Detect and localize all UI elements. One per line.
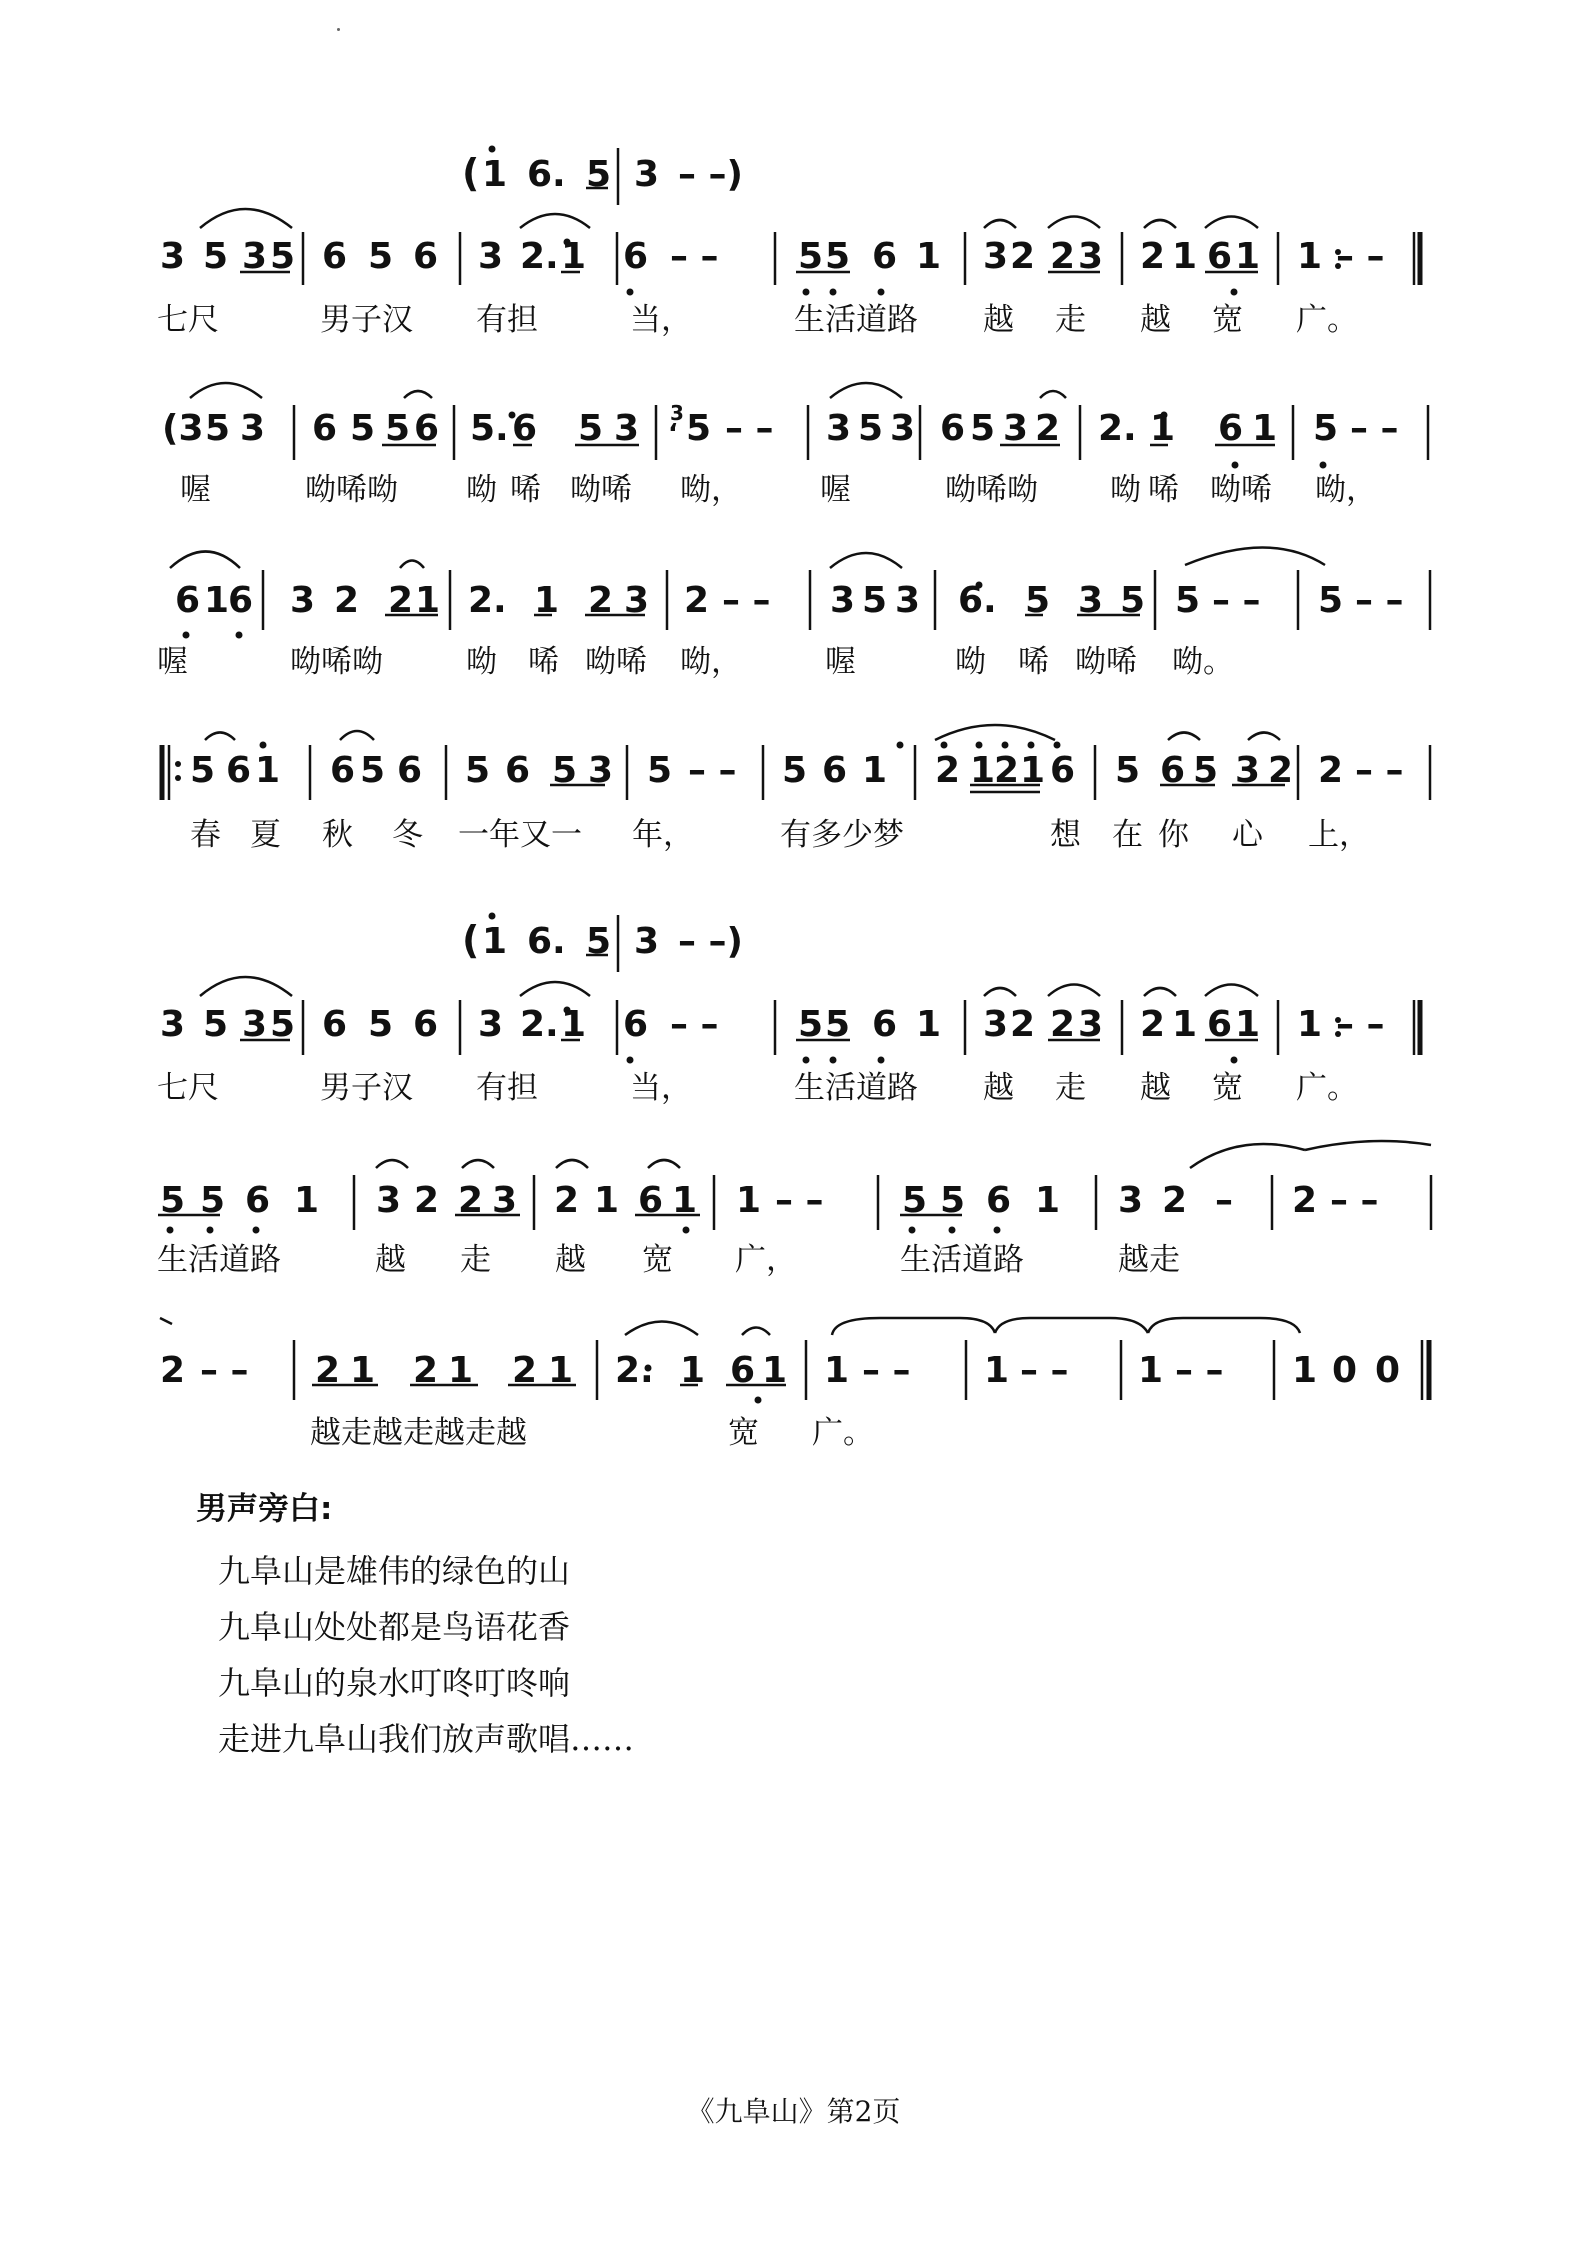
- svg-text:你: 你: [1158, 817, 1189, 853]
- svg-text:3: 3: [830, 580, 856, 621]
- svg-text:6: 6: [1218, 408, 1244, 449]
- svg-text:(: (: [462, 151, 480, 195]
- svg-text:2: 2: [388, 580, 414, 621]
- svg-text:当，: 当，: [630, 1070, 692, 1106]
- svg-text:– –: – –: [1330, 1180, 1379, 1221]
- svg-text:3: 3: [634, 921, 660, 962]
- svg-text:上，: 上，: [1308, 817, 1370, 853]
- svg-text:1: 1: [350, 1350, 376, 1391]
- svg-text:5: 5: [203, 236, 229, 277]
- svg-text:5: 5: [1025, 580, 1051, 621]
- svg-text:– –: – –: [862, 1350, 911, 1391]
- svg-text:唏: 唏: [1018, 644, 1049, 680]
- svg-text:想: 想: [1050, 817, 1081, 853]
- svg-text:2: 2: [1035, 408, 1061, 449]
- svg-text:1: 1: [548, 1350, 574, 1391]
- svg-text:2: 2: [1140, 1004, 1166, 1045]
- svg-text:男子汉: 男子汉: [320, 302, 413, 338]
- svg-text:2: 2: [1318, 750, 1344, 791]
- svg-text:1: 1: [1138, 1350, 1164, 1391]
- svg-text:1: 1: [672, 1180, 698, 1221]
- svg-text:呦唏呦: 呦唏呦: [290, 644, 383, 680]
- svg-text:越走: 越走: [1118, 1242, 1180, 1278]
- svg-text:5: 5: [360, 750, 386, 791]
- narration-line: 走进九阜山我们放声歌唱……: [218, 1720, 635, 1758]
- svg-text:5: 5: [647, 750, 673, 791]
- svg-text:2: 2: [588, 580, 614, 621]
- svg-text:心: 心: [1232, 817, 1263, 853]
- svg-text:5: 5: [385, 408, 411, 449]
- svg-text:6: 6: [414, 408, 440, 449]
- svg-text:2: 2: [1050, 1004, 1076, 1045]
- svg-text:0: 0: [1375, 1350, 1401, 1391]
- svg-text:2: 2: [1268, 750, 1294, 791]
- svg-text:1: 1: [482, 921, 508, 962]
- svg-text:越: 越: [1140, 302, 1171, 338]
- narration-title: 男声旁白:: [196, 1491, 333, 1527]
- svg-text:呦: 呦: [1110, 472, 1141, 508]
- svg-text:越: 越: [1140, 1070, 1171, 1106]
- svg-text:呦，: 呦，: [1315, 472, 1377, 508]
- svg-text:2: 2: [935, 750, 961, 791]
- svg-text:5: 5: [825, 1004, 851, 1045]
- svg-text:呦，: 呦，: [680, 644, 742, 680]
- svg-text:5: 5: [586, 154, 612, 195]
- svg-text:5: 5: [465, 750, 491, 791]
- svg-text:– –): – –): [678, 921, 743, 962]
- svg-text:5: 5: [270, 236, 296, 277]
- svg-text:3: 3: [240, 408, 266, 449]
- svg-text:5: 5: [1313, 408, 1339, 449]
- svg-text:6.: 6.: [527, 921, 566, 962]
- svg-text:6: 6: [245, 1180, 271, 1221]
- svg-text:呦。: 呦。: [1172, 644, 1234, 680]
- svg-text:男子汉: 男子汉: [320, 1070, 413, 1106]
- svg-text:生活道路: 生活道路: [794, 1070, 918, 1106]
- svg-text:6: 6: [872, 236, 898, 277]
- svg-text:6: 6: [322, 236, 348, 277]
- svg-text:在: 在: [1112, 817, 1143, 853]
- svg-text:2: 2: [458, 1180, 484, 1221]
- svg-text:(3: (3: [162, 408, 204, 449]
- svg-text:走: 走: [1055, 302, 1086, 338]
- svg-text:– –: – –: [1020, 1350, 1069, 1391]
- svg-text:1: 1: [1297, 1004, 1323, 1045]
- svg-text:– –: – –: [670, 1004, 719, 1045]
- svg-text:2: 2: [334, 580, 360, 621]
- svg-text:2: 2: [554, 1180, 580, 1221]
- svg-text:1: 1: [1150, 408, 1176, 449]
- svg-text:6: 6: [623, 1004, 649, 1045]
- svg-text:走: 走: [460, 1242, 491, 1278]
- svg-text:3: 3: [492, 1180, 518, 1221]
- svg-text:6: 6: [397, 750, 423, 791]
- svg-text:6: 6: [986, 1180, 1012, 1221]
- svg-text:2: 2: [315, 1350, 341, 1391]
- svg-text:6: 6: [228, 580, 254, 621]
- svg-text:5: 5: [270, 1004, 296, 1045]
- svg-text:5: 5: [798, 236, 824, 277]
- svg-text:呦: 呦: [955, 644, 986, 680]
- page-footer: 《九阜山》第2页: [686, 2095, 901, 2128]
- svg-text:– –: – –: [1355, 580, 1404, 621]
- svg-text:5: 5: [578, 408, 604, 449]
- svg-text:3: 3: [1235, 750, 1261, 791]
- svg-text:6: 6: [623, 236, 649, 277]
- svg-text:唏: 唏: [510, 472, 541, 508]
- narration-lines: [218, 1543, 634, 1767]
- svg-text:3: 3: [290, 580, 316, 621]
- svg-text:5: 5: [1175, 580, 1201, 621]
- svg-text:3: 3: [478, 236, 504, 277]
- svg-text:6: 6: [512, 408, 538, 449]
- svg-text:2.: 2.: [468, 580, 507, 621]
- svg-text:5: 5: [200, 1180, 226, 1221]
- svg-text:3: 3: [624, 580, 650, 621]
- svg-text:七尺: 七尺: [157, 302, 219, 338]
- svg-text:6: 6: [1160, 750, 1186, 791]
- svg-text:3: 3: [588, 750, 614, 791]
- svg-text:1: 1: [1172, 1004, 1198, 1045]
- svg-text:5: 5: [203, 1004, 229, 1045]
- svg-text:1: 1: [1035, 1180, 1061, 1221]
- svg-text:5: 5: [368, 236, 394, 277]
- svg-text:3: 3: [160, 1004, 186, 1045]
- svg-text:越: 越: [983, 1070, 1014, 1106]
- svg-text:6: 6: [1207, 1004, 1233, 1045]
- svg-text:– –): – –): [678, 154, 743, 195]
- svg-text:生活道路: 生活道路: [794, 302, 918, 338]
- svg-text:走: 走: [1055, 1070, 1086, 1106]
- svg-text:1: 1: [1172, 236, 1198, 277]
- svg-text:喔: 喔: [157, 644, 188, 680]
- svg-text:越: 越: [555, 1242, 586, 1278]
- narration-line: 九阜山处处都是鸟语花香: [218, 1608, 571, 1646]
- svg-text:2: 2: [1292, 1180, 1318, 1221]
- svg-text:5: 5: [368, 1004, 394, 1045]
- svg-text:3: 3: [983, 236, 1009, 277]
- svg-text:1: 1: [1020, 750, 1046, 791]
- svg-text:有担: 有担: [476, 302, 538, 338]
- svg-text:– –: – –: [1212, 580, 1261, 621]
- svg-text:3: 3: [1118, 1180, 1144, 1221]
- svg-text:2: 2: [1010, 1004, 1036, 1045]
- svg-text:1: 1: [561, 236, 587, 277]
- svg-text:6: 6: [1050, 750, 1076, 791]
- svg-text:5: 5: [350, 408, 376, 449]
- svg-text:3: 3: [478, 1004, 504, 1045]
- svg-text:6: 6: [872, 1004, 898, 1045]
- svg-text:5: 5: [902, 1180, 928, 1221]
- svg-text:6: 6: [730, 1350, 756, 1391]
- svg-text:(: (: [462, 918, 480, 962]
- svg-text:3: 3: [242, 1004, 268, 1045]
- svg-text:越: 越: [983, 302, 1014, 338]
- svg-text:1: 1: [482, 154, 508, 195]
- svg-text:有多少梦: 有多少梦: [780, 817, 904, 853]
- svg-text:1: 1: [1297, 236, 1323, 277]
- svg-text:七尺: 七尺: [157, 1070, 219, 1106]
- svg-text:5: 5: [586, 921, 612, 962]
- svg-text:3: 3: [376, 1180, 402, 1221]
- svg-text:1: 1: [534, 580, 560, 621]
- svg-text:5: 5: [825, 236, 851, 277]
- svg-text:1: 1: [448, 1350, 474, 1391]
- svg-text:呦唏: 呦唏: [570, 472, 632, 508]
- svg-text:‘: ‘: [668, 419, 678, 449]
- svg-text:5: 5: [552, 750, 578, 791]
- svg-text:越走越走越走越: 越走越走越走越: [310, 1415, 527, 1451]
- svg-text:2.: 2.: [615, 1350, 654, 1391]
- narration-line: 九阜山的泉水叮咚叮咚响: [218, 1664, 571, 1702]
- svg-text:冬: 冬: [392, 817, 423, 853]
- svg-text:3: 3: [1078, 580, 1104, 621]
- svg-text:3: 3: [1003, 408, 1029, 449]
- svg-text:6: 6: [505, 750, 531, 791]
- svg-text:2: 2: [1162, 1180, 1188, 1221]
- svg-text:5: 5: [970, 408, 996, 449]
- svg-text:一年又一: 一年又一: [458, 817, 582, 853]
- svg-text:3: 3: [242, 236, 268, 277]
- svg-text:5: 5: [940, 1180, 966, 1221]
- svg-text:春: 春: [190, 817, 221, 853]
- svg-text:1: 1: [970, 750, 996, 791]
- svg-text:1: 1: [984, 1350, 1010, 1391]
- svg-text:1: 1: [680, 1350, 706, 1391]
- svg-text:5: 5: [205, 408, 231, 449]
- svg-text:6: 6: [940, 408, 966, 449]
- svg-text:喔: 喔: [825, 644, 856, 680]
- svg-text:2: 2: [160, 1350, 186, 1391]
- svg-text:5: 5: [858, 408, 884, 449]
- svg-text:宽: 宽: [1212, 302, 1243, 338]
- svg-text:– –: – –: [1355, 750, 1404, 791]
- svg-text:3: 3: [634, 154, 660, 195]
- svg-text:1: 1: [1292, 1350, 1318, 1391]
- svg-text:3: 3: [614, 408, 640, 449]
- svg-text:呦: 呦: [466, 472, 497, 508]
- svg-text:2: 2: [994, 750, 1020, 791]
- svg-text:3: 3: [890, 408, 916, 449]
- svg-text:2: 2: [414, 1180, 440, 1221]
- svg-text:1: 1: [1252, 408, 1278, 449]
- svg-text:1: 1: [762, 1350, 788, 1391]
- svg-text:1: 1: [736, 1180, 762, 1221]
- svg-text:呦唏: 呦唏: [1075, 644, 1137, 680]
- svg-text:2.: 2.: [520, 236, 559, 277]
- svg-text:– –: – –: [1175, 1350, 1224, 1391]
- svg-text:广。: 广。: [1296, 1070, 1358, 1106]
- svg-text:呦: 呦: [466, 644, 497, 680]
- svg-text:1: 1: [862, 750, 888, 791]
- svg-text:3: 3: [1078, 1004, 1104, 1045]
- svg-text:6: 6: [822, 750, 848, 791]
- svg-text:呦唏呦: 呦唏呦: [305, 472, 398, 508]
- svg-text:5.: 5.: [470, 408, 509, 449]
- svg-text:– –: – –: [670, 236, 719, 277]
- svg-text:呦唏: 呦唏: [1210, 472, 1272, 508]
- svg-text:5: 5: [686, 408, 712, 449]
- svg-text:宽: 宽: [642, 1242, 673, 1278]
- svg-text:– –: – –: [722, 580, 771, 621]
- svg-text:生活道路: 生活道路: [900, 1242, 1024, 1278]
- svg-text:–: –: [1215, 1180, 1233, 1221]
- svg-text:2: 2: [413, 1350, 439, 1391]
- svg-text:2.: 2.: [520, 1004, 559, 1045]
- svg-text:6: 6: [226, 750, 252, 791]
- svg-text:1: 1: [415, 580, 441, 621]
- svg-text:呦，: 呦，: [680, 472, 742, 508]
- svg-text:6: 6: [312, 408, 338, 449]
- svg-text:呦唏呦: 呦唏呦: [945, 472, 1038, 508]
- svg-text:2: 2: [512, 1350, 538, 1391]
- svg-text:6: 6: [175, 580, 201, 621]
- svg-text:0: 0: [1332, 1350, 1358, 1391]
- svg-text:5: 5: [862, 580, 888, 621]
- svg-text:当，: 当，: [630, 302, 692, 338]
- svg-text:广。: 广。: [1296, 302, 1358, 338]
- svg-text:1: 1: [204, 580, 230, 621]
- svg-text:5: 5: [798, 1004, 824, 1045]
- svg-text:3: 3: [983, 1004, 1009, 1045]
- svg-text:3: 3: [826, 408, 852, 449]
- svg-text:6: 6: [322, 1004, 348, 1045]
- svg-text:1: 1: [916, 1004, 942, 1045]
- svg-text:3: 3: [895, 580, 921, 621]
- svg-text:5: 5: [1120, 580, 1146, 621]
- svg-text:6: 6: [330, 750, 356, 791]
- svg-text:6: 6: [1207, 236, 1233, 277]
- svg-text:喔: 喔: [180, 472, 211, 508]
- svg-text:2: 2: [1050, 236, 1076, 277]
- svg-text:3: 3: [1078, 236, 1104, 277]
- svg-text:5: 5: [1115, 750, 1141, 791]
- svg-text:呦唏: 呦唏: [585, 644, 647, 680]
- svg-text:1: 1: [255, 750, 281, 791]
- svg-text:1: 1: [294, 1180, 320, 1221]
- svg-text:– –: – –: [688, 750, 737, 791]
- svg-text:1: 1: [1235, 236, 1261, 277]
- svg-text:宽: 宽: [1212, 1070, 1243, 1106]
- svg-text:1: 1: [594, 1180, 620, 1221]
- svg-text:5: 5: [190, 750, 216, 791]
- svg-text:2: 2: [684, 580, 710, 621]
- svg-text:1: 1: [1235, 1004, 1261, 1045]
- svg-text:年，: 年，: [632, 817, 694, 853]
- svg-text:3: 3: [670, 401, 684, 425]
- svg-text:6: 6: [413, 236, 439, 277]
- svg-text:唏: 唏: [1148, 472, 1179, 508]
- svg-text:1: 1: [561, 1004, 587, 1045]
- svg-text:5: 5: [160, 1180, 186, 1221]
- svg-text:– –: – –: [775, 1180, 824, 1221]
- svg-text:5: 5: [1318, 580, 1344, 621]
- svg-text:6: 6: [413, 1004, 439, 1045]
- svg-text:唏: 唏: [528, 644, 559, 680]
- svg-text:6: 6: [638, 1180, 664, 1221]
- svg-text:秋: 秋: [322, 817, 353, 853]
- svg-text:3: 3: [160, 236, 186, 277]
- svg-text:5: 5: [782, 750, 808, 791]
- svg-text:6.: 6.: [958, 580, 997, 621]
- svg-text:越: 越: [375, 1242, 406, 1278]
- svg-text:广，: 广，: [735, 1242, 797, 1278]
- narration-line: 九阜山是雄伟的绿色的山: [218, 1552, 571, 1590]
- svg-text:– –: – –: [1336, 236, 1385, 277]
- svg-text:1: 1: [824, 1350, 850, 1391]
- svg-text:广。: 广。: [812, 1415, 874, 1451]
- svg-text:有担: 有担: [476, 1070, 538, 1106]
- svg-text:生活道路: 生活道路: [157, 1242, 281, 1278]
- svg-text:– –: – –: [725, 408, 774, 449]
- svg-text:– –: – –: [1350, 408, 1399, 449]
- svg-text:1: 1: [916, 236, 942, 277]
- svg-text:夏: 夏: [250, 817, 281, 853]
- svg-text:2: 2: [1010, 236, 1036, 277]
- svg-text:6.: 6.: [527, 154, 566, 195]
- svg-text:5: 5: [1193, 750, 1219, 791]
- svg-text:2: 2: [1140, 236, 1166, 277]
- svg-text:2.: 2.: [1098, 408, 1137, 449]
- svg-text:– –: – –: [1336, 1004, 1385, 1045]
- svg-text:宽: 宽: [728, 1415, 759, 1451]
- svg-text:喔: 喔: [820, 472, 851, 508]
- svg-text:– –: – –: [200, 1350, 249, 1391]
